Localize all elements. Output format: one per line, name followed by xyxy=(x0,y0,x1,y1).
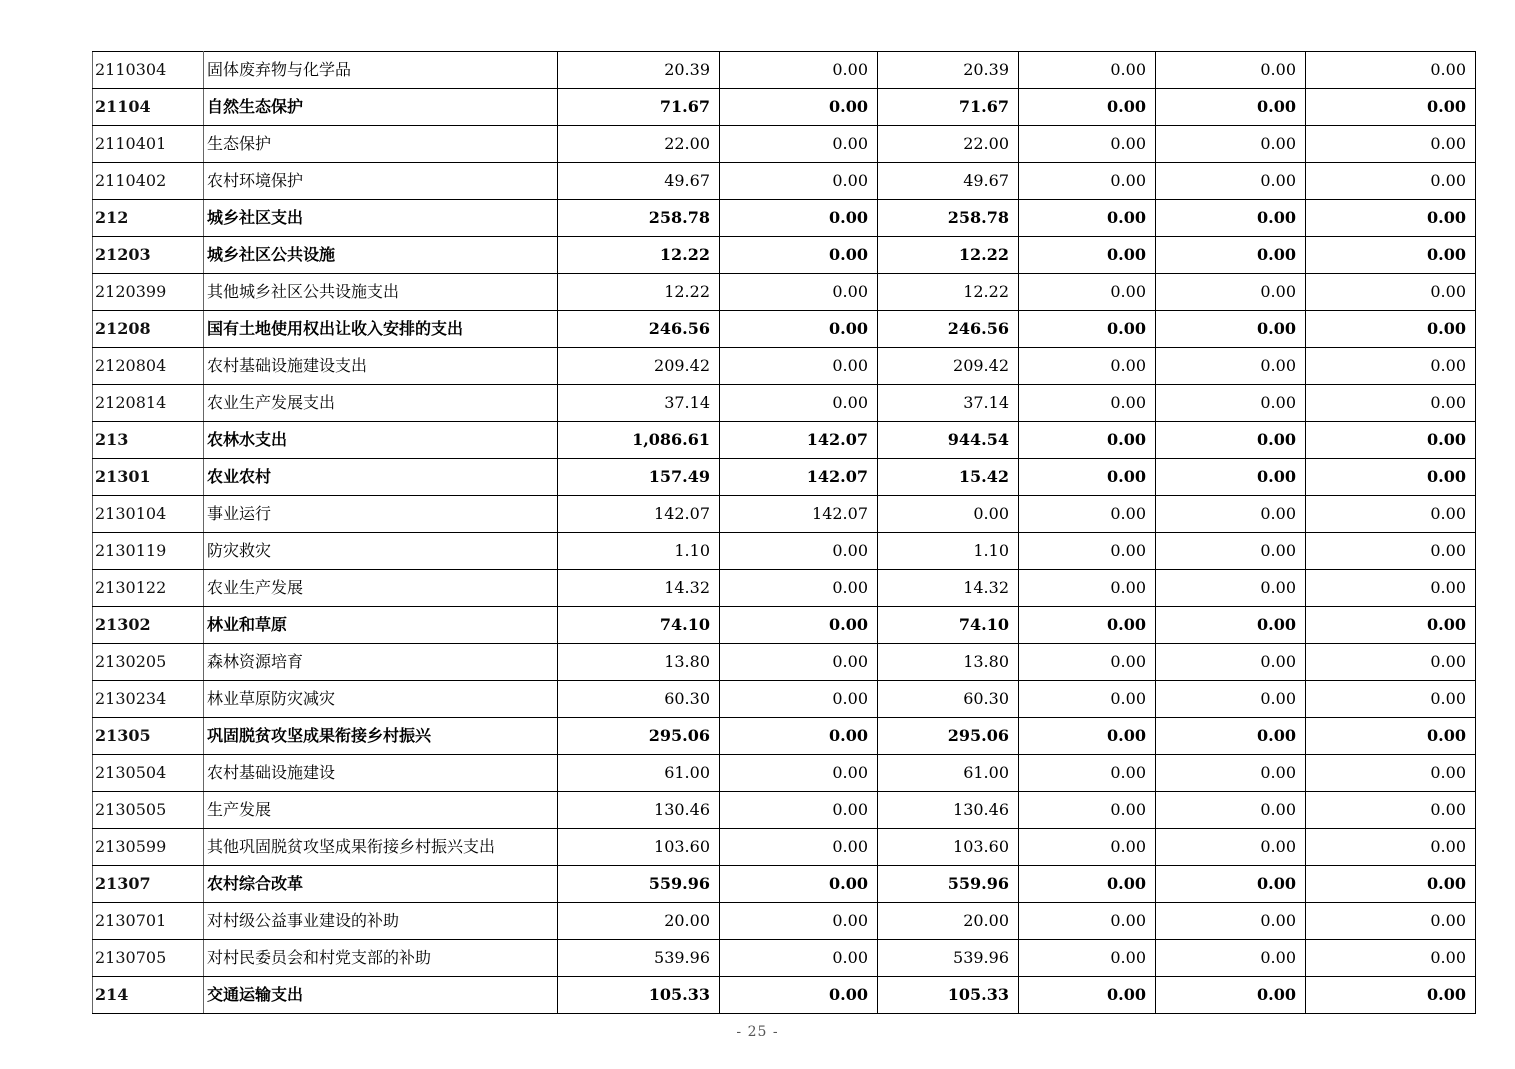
page-number: - 25 - xyxy=(736,1024,779,1040)
table-row xyxy=(93,681,1476,718)
amount-cell: 1.10 xyxy=(558,533,720,570)
amount-cell: 60.30 xyxy=(558,681,720,718)
subject-name-cell: 自然生态保护 xyxy=(204,89,558,126)
amount-cell: 539.96 xyxy=(878,940,1019,977)
amount-cell: 0.00 xyxy=(1306,422,1476,459)
amount-cell: 0.00 xyxy=(1019,866,1156,903)
subject-name-cell: 生态保护 xyxy=(204,126,558,163)
amount-cell: 0.00 xyxy=(720,274,878,311)
table-row xyxy=(93,422,1476,459)
amount-cell: 258.78 xyxy=(558,200,720,237)
amount-cell: 1.10 xyxy=(878,533,1019,570)
amount-cell: 0.00 xyxy=(720,644,878,681)
subject-name-cell: 防灾救灾 xyxy=(204,533,558,570)
amount-cell: 0.00 xyxy=(1019,533,1156,570)
amount-cell: 0.00 xyxy=(1156,570,1306,607)
subject-code-cell: 2130104 xyxy=(93,496,204,533)
amount-cell: 0.00 xyxy=(1156,348,1306,385)
amount-cell: 0.00 xyxy=(720,866,878,903)
amount-cell: 0.00 xyxy=(1019,163,1156,200)
amount-cell: 12.22 xyxy=(878,274,1019,311)
amount-cell: 0.00 xyxy=(720,940,878,977)
table-row xyxy=(93,903,1476,940)
subject-name-cell: 其他巩固脱贫攻坚成果衔接乡村振兴支出 xyxy=(204,829,558,866)
amount-cell: 0.00 xyxy=(1156,755,1306,792)
subject-name-cell: 农村基础设施建设支出 xyxy=(204,348,558,385)
subject-code-cell: 21307 xyxy=(93,866,204,903)
amount-cell: 14.32 xyxy=(878,570,1019,607)
amount-cell: 246.56 xyxy=(558,311,720,348)
subject-code-cell: 213 xyxy=(93,422,204,459)
amount-cell: 0.00 xyxy=(720,348,878,385)
table-row xyxy=(93,866,1476,903)
amount-cell: 0.00 xyxy=(720,385,878,422)
amount-cell: 130.46 xyxy=(878,792,1019,829)
amount-cell: 60.30 xyxy=(878,681,1019,718)
subject-code-cell: 2120814 xyxy=(93,385,204,422)
amount-cell: 0.00 xyxy=(1019,829,1156,866)
table-row xyxy=(93,126,1476,163)
amount-cell: 0.00 xyxy=(1156,422,1306,459)
amount-cell: 105.33 xyxy=(558,977,720,1014)
subject-code-cell: 21104 xyxy=(93,89,204,126)
subject-code-cell: 2130505 xyxy=(93,792,204,829)
subject-code-cell: 2120399 xyxy=(93,274,204,311)
amount-cell: 0.00 xyxy=(720,533,878,570)
amount-cell: 74.10 xyxy=(558,607,720,644)
amount-cell: 105.33 xyxy=(878,977,1019,1014)
subject-code-cell: 21305 xyxy=(93,718,204,755)
amount-cell: 0.00 xyxy=(1019,570,1156,607)
amount-cell: 0.00 xyxy=(1019,755,1156,792)
amount-cell: 0.00 xyxy=(1156,681,1306,718)
amount-cell: 15.42 xyxy=(878,459,1019,496)
amount-cell: 0.00 xyxy=(1156,829,1306,866)
table-row xyxy=(93,718,1476,755)
subject-code-cell: 214 xyxy=(93,977,204,1014)
amount-cell: 0.00 xyxy=(1156,126,1306,163)
amount-cell: 0.00 xyxy=(1156,385,1306,422)
subject-code-cell: 2130205 xyxy=(93,644,204,681)
amount-cell: 0.00 xyxy=(720,200,878,237)
table-row xyxy=(93,533,1476,570)
amount-cell: 0.00 xyxy=(1306,385,1476,422)
amount-cell: 0.00 xyxy=(1019,940,1156,977)
amount-cell: 0.00 xyxy=(1019,496,1156,533)
amount-cell: 0.00 xyxy=(720,681,878,718)
table-row xyxy=(93,274,1476,311)
subject-name-cell: 森林资源培育 xyxy=(204,644,558,681)
table-row xyxy=(93,829,1476,866)
amount-cell: 103.60 xyxy=(558,829,720,866)
amount-cell: 0.00 xyxy=(1306,348,1476,385)
amount-cell: 71.67 xyxy=(878,89,1019,126)
table-row xyxy=(93,385,1476,422)
subject-code-cell: 2130122 xyxy=(93,570,204,607)
amount-cell: 0.00 xyxy=(1306,200,1476,237)
budget-table-body xyxy=(93,52,1476,1014)
subject-code-cell: 2130599 xyxy=(93,829,204,866)
table-row xyxy=(93,607,1476,644)
amount-cell: 142.07 xyxy=(720,422,878,459)
amount-cell: 0.00 xyxy=(720,311,878,348)
table-row xyxy=(93,755,1476,792)
amount-cell: 0.00 xyxy=(1019,903,1156,940)
subject-name-cell: 生产发展 xyxy=(204,792,558,829)
amount-cell: 0.00 xyxy=(1306,681,1476,718)
subject-name-cell: 其他城乡社区公共设施支出 xyxy=(204,274,558,311)
amount-cell: 0.00 xyxy=(1156,607,1306,644)
amount-cell: 37.14 xyxy=(878,385,1019,422)
table-row xyxy=(93,459,1476,496)
amount-cell: 0.00 xyxy=(720,829,878,866)
subject-code-cell: 2110401 xyxy=(93,126,204,163)
amount-cell: 0.00 xyxy=(1156,52,1306,89)
amount-cell: 0.00 xyxy=(1306,126,1476,163)
amount-cell: 0.00 xyxy=(1306,274,1476,311)
amount-cell: 0.00 xyxy=(1019,274,1156,311)
amount-cell: 0.00 xyxy=(1019,681,1156,718)
amount-cell: 22.00 xyxy=(878,126,1019,163)
amount-cell: 0.00 xyxy=(720,607,878,644)
amount-cell: 0.00 xyxy=(720,792,878,829)
amount-cell: 0.00 xyxy=(1306,89,1476,126)
amount-cell: 0.00 xyxy=(1306,607,1476,644)
amount-cell: 0.00 xyxy=(1306,163,1476,200)
subject-code-cell: 2130701 xyxy=(93,903,204,940)
amount-cell: 49.67 xyxy=(878,163,1019,200)
amount-cell: 0.00 xyxy=(1156,977,1306,1014)
amount-cell: 20.00 xyxy=(558,903,720,940)
subject-code-cell: 21301 xyxy=(93,459,204,496)
subject-code-cell: 2130504 xyxy=(93,755,204,792)
subject-code-cell: 2130119 xyxy=(93,533,204,570)
amount-cell: 0.00 xyxy=(1156,496,1306,533)
amount-cell: 944.54 xyxy=(878,422,1019,459)
amount-cell: 0.00 xyxy=(720,718,878,755)
table-row xyxy=(93,496,1476,533)
amount-cell: 0.00 xyxy=(720,89,878,126)
amount-cell: 0.00 xyxy=(1019,385,1156,422)
subject-code-cell: 21203 xyxy=(93,237,204,274)
subject-code-cell: 21208 xyxy=(93,311,204,348)
table-row xyxy=(93,163,1476,200)
subject-name-cell: 对村民委员会和村党支部的补助 xyxy=(204,940,558,977)
amount-cell: 209.42 xyxy=(878,348,1019,385)
amount-cell: 130.46 xyxy=(558,792,720,829)
amount-cell: 74.10 xyxy=(878,607,1019,644)
subject-name-cell: 农村环境保护 xyxy=(204,163,558,200)
amount-cell: 13.80 xyxy=(558,644,720,681)
amount-cell: 142.07 xyxy=(720,496,878,533)
amount-cell: 0.00 xyxy=(720,977,878,1014)
amount-cell: 295.06 xyxy=(878,718,1019,755)
amount-cell: 22.00 xyxy=(558,126,720,163)
amount-cell: 0.00 xyxy=(1019,459,1156,496)
amount-cell: 71.67 xyxy=(558,89,720,126)
amount-cell: 0.00 xyxy=(720,52,878,89)
subject-code-cell: 2110304 xyxy=(93,52,204,89)
amount-cell: 49.67 xyxy=(558,163,720,200)
amount-cell: 0.00 xyxy=(1019,792,1156,829)
amount-cell: 246.56 xyxy=(878,311,1019,348)
amount-cell: 12.22 xyxy=(878,237,1019,274)
amount-cell: 0.00 xyxy=(1306,977,1476,1014)
amount-cell: 0.00 xyxy=(1306,903,1476,940)
table-row xyxy=(93,940,1476,977)
amount-cell: 0.00 xyxy=(720,570,878,607)
amount-cell: 142.07 xyxy=(558,496,720,533)
table-row xyxy=(93,792,1476,829)
table-row xyxy=(93,89,1476,126)
amount-cell: 0.00 xyxy=(1156,200,1306,237)
amount-cell: 0.00 xyxy=(1019,52,1156,89)
amount-cell: 20.00 xyxy=(878,903,1019,940)
table-row xyxy=(93,200,1476,237)
amount-cell: 13.80 xyxy=(878,644,1019,681)
amount-cell: 0.00 xyxy=(720,755,878,792)
amount-cell: 295.06 xyxy=(558,718,720,755)
amount-cell: 0.00 xyxy=(1019,89,1156,126)
amount-cell: 0.00 xyxy=(1019,348,1156,385)
amount-cell: 0.00 xyxy=(1156,533,1306,570)
amount-cell: 0.00 xyxy=(1306,237,1476,274)
amount-cell: 559.96 xyxy=(878,866,1019,903)
subject-name-cell: 农业农村 xyxy=(204,459,558,496)
amount-cell: 1,086.61 xyxy=(558,422,720,459)
amount-cell: 209.42 xyxy=(558,348,720,385)
amount-cell: 0.00 xyxy=(1019,977,1156,1014)
amount-cell: 0.00 xyxy=(1306,533,1476,570)
amount-cell: 0.00 xyxy=(1306,311,1476,348)
amount-cell: 539.96 xyxy=(558,940,720,977)
amount-cell: 0.00 xyxy=(720,903,878,940)
amount-cell: 0.00 xyxy=(1306,570,1476,607)
amount-cell: 103.60 xyxy=(878,829,1019,866)
subject-name-cell: 城乡社区支出 xyxy=(204,200,558,237)
budget-table xyxy=(92,51,1476,1014)
amount-cell: 61.00 xyxy=(558,755,720,792)
amount-cell: 20.39 xyxy=(878,52,1019,89)
amount-cell: 0.00 xyxy=(1156,792,1306,829)
amount-cell: 0.00 xyxy=(1156,237,1306,274)
table-row xyxy=(93,52,1476,89)
amount-cell: 0.00 xyxy=(720,237,878,274)
subject-name-cell: 农林水支出 xyxy=(204,422,558,459)
amount-cell: 157.49 xyxy=(558,459,720,496)
amount-cell: 0.00 xyxy=(1306,866,1476,903)
subject-name-cell: 农村综合改革 xyxy=(204,866,558,903)
subject-name-cell: 农村基础设施建设 xyxy=(204,755,558,792)
amount-cell: 142.07 xyxy=(720,459,878,496)
amount-cell: 0.00 xyxy=(1156,718,1306,755)
subject-name-cell: 林业和草原 xyxy=(204,607,558,644)
amount-cell: 0.00 xyxy=(1019,644,1156,681)
amount-cell: 0.00 xyxy=(1019,311,1156,348)
subject-name-cell: 事业运行 xyxy=(204,496,558,533)
amount-cell: 0.00 xyxy=(720,163,878,200)
table-row xyxy=(93,348,1476,385)
subject-name-cell: 农业生产发展 xyxy=(204,570,558,607)
amount-cell: 12.22 xyxy=(558,237,720,274)
subject-name-cell: 巩固脱贫攻坚成果衔接乡村振兴 xyxy=(204,718,558,755)
amount-cell: 0.00 xyxy=(1019,237,1156,274)
subject-name-cell: 林业草原防灾减灾 xyxy=(204,681,558,718)
amount-cell: 0.00 xyxy=(1306,718,1476,755)
subject-name-cell: 对村级公益事业建设的补助 xyxy=(204,903,558,940)
amount-cell: 0.00 xyxy=(1156,644,1306,681)
subject-name-cell: 固体废弃物与化学品 xyxy=(204,52,558,89)
amount-cell: 0.00 xyxy=(1306,792,1476,829)
amount-cell: 0.00 xyxy=(1306,52,1476,89)
amount-cell: 258.78 xyxy=(878,200,1019,237)
amount-cell: 20.39 xyxy=(558,52,720,89)
subject-name-cell: 农业生产发展支出 xyxy=(204,385,558,422)
amount-cell: 0.00 xyxy=(720,126,878,163)
subject-name-cell: 国有土地使用权出让收入安排的支出 xyxy=(204,311,558,348)
amount-cell: 0.00 xyxy=(1306,940,1476,977)
subject-name-cell: 交通运输支出 xyxy=(204,977,558,1014)
amount-cell: 0.00 xyxy=(1306,755,1476,792)
amount-cell: 0.00 xyxy=(1156,903,1306,940)
subject-code-cell: 2120804 xyxy=(93,348,204,385)
amount-cell: 0.00 xyxy=(1306,829,1476,866)
subject-code-cell: 2130705 xyxy=(93,940,204,977)
amount-cell: 0.00 xyxy=(1306,496,1476,533)
amount-cell: 0.00 xyxy=(1019,126,1156,163)
amount-cell: 0.00 xyxy=(1156,940,1306,977)
amount-cell: 0.00 xyxy=(878,496,1019,533)
amount-cell: 559.96 xyxy=(558,866,720,903)
amount-cell: 14.32 xyxy=(558,570,720,607)
subject-code-cell: 21302 xyxy=(93,607,204,644)
amount-cell: 61.00 xyxy=(878,755,1019,792)
amount-cell: 0.00 xyxy=(1156,866,1306,903)
subject-code-cell: 2130234 xyxy=(93,681,204,718)
amount-cell: 12.22 xyxy=(558,274,720,311)
amount-cell: 0.00 xyxy=(1156,89,1306,126)
amount-cell: 0.00 xyxy=(1019,422,1156,459)
table-row xyxy=(93,570,1476,607)
subject-name-cell: 城乡社区公共设施 xyxy=(204,237,558,274)
amount-cell: 0.00 xyxy=(1156,311,1306,348)
subject-code-cell: 2110402 xyxy=(93,163,204,200)
amount-cell: 0.00 xyxy=(1306,459,1476,496)
amount-cell: 37.14 xyxy=(558,385,720,422)
amount-cell: 0.00 xyxy=(1019,718,1156,755)
table-row xyxy=(93,644,1476,681)
amount-cell: 0.00 xyxy=(1156,274,1306,311)
amount-cell: 0.00 xyxy=(1019,200,1156,237)
amount-cell: 0.00 xyxy=(1019,607,1156,644)
subject-code-cell: 212 xyxy=(93,200,204,237)
amount-cell: 0.00 xyxy=(1156,163,1306,200)
amount-cell: 0.00 xyxy=(1156,459,1306,496)
table-row xyxy=(93,311,1476,348)
table-row xyxy=(93,977,1476,1014)
amount-cell: 0.00 xyxy=(1306,644,1476,681)
table-row xyxy=(93,237,1476,274)
